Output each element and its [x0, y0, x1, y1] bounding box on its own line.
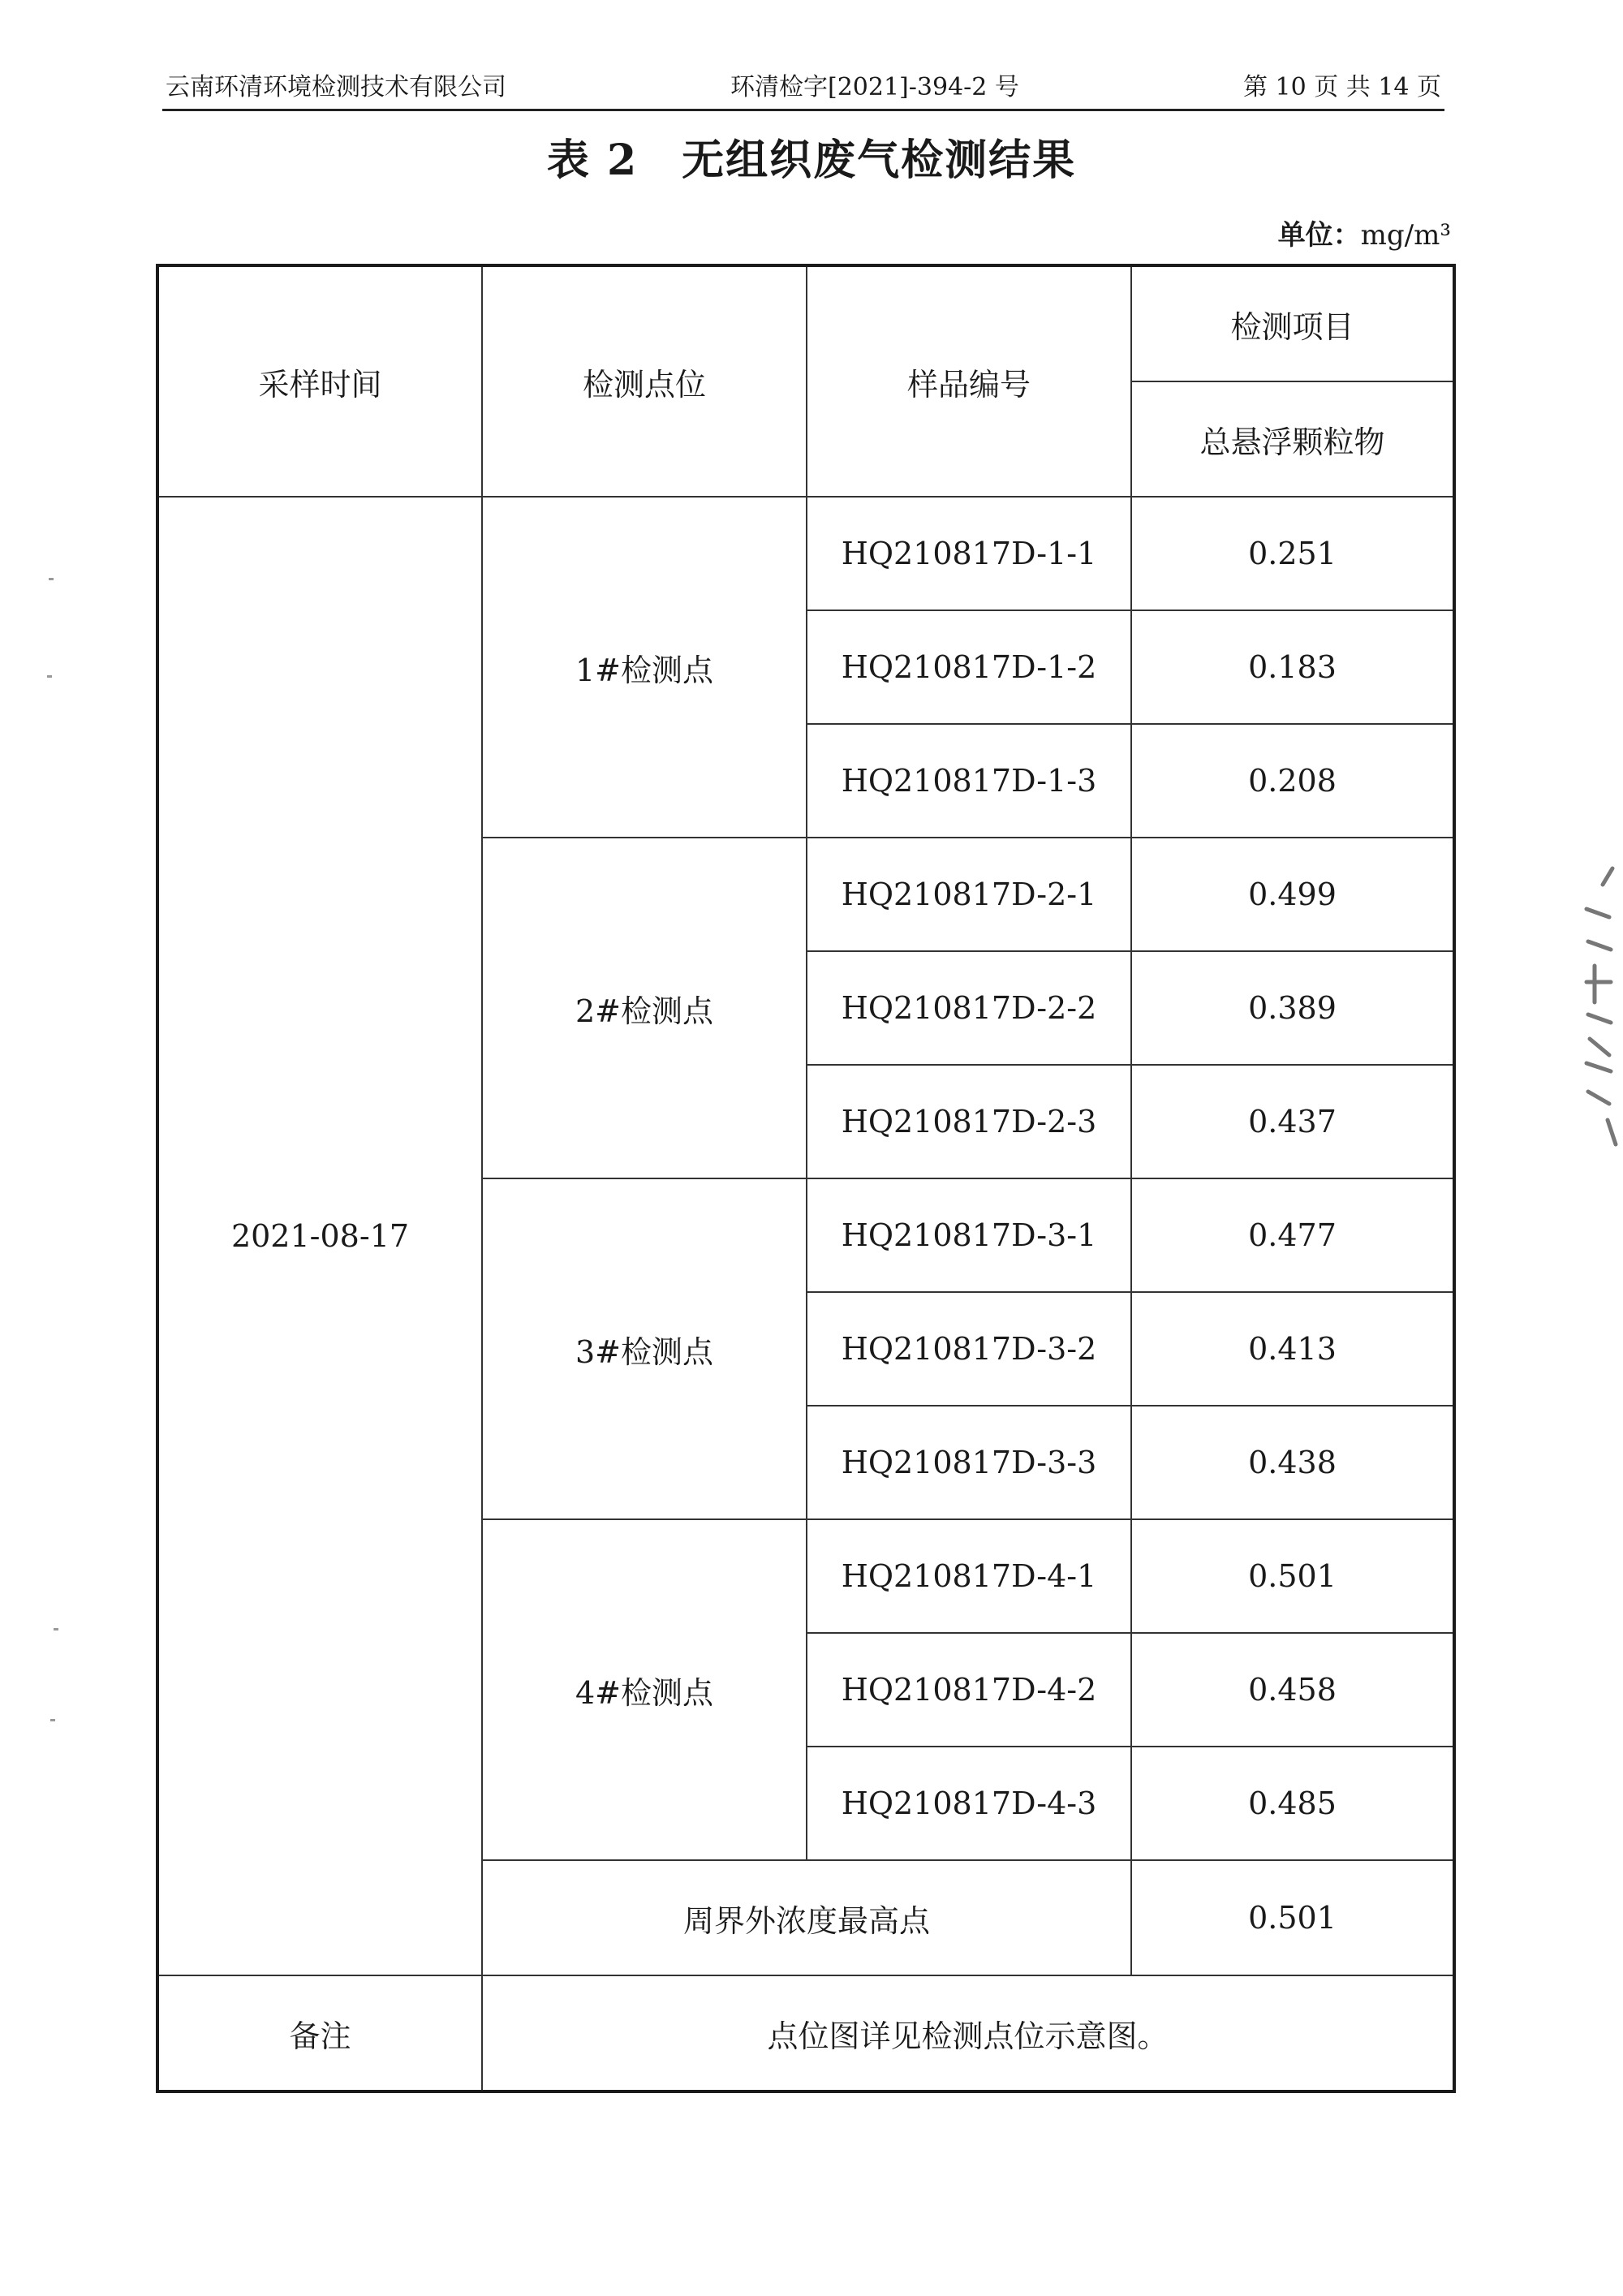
value-cell: 0.499: [1131, 838, 1454, 951]
remark-text: 点位图详见检测点位示意图。: [482, 1975, 1454, 2091]
value-cell: 0.413: [1131, 1292, 1454, 1406]
sample-id-cell: HQ210817D-3-3: [807, 1406, 1131, 1519]
sample-id-cell: HQ210817D-4-1: [807, 1519, 1131, 1633]
max-value: 0.501: [1131, 1860, 1454, 1975]
table-title: 表 2 无组织废气检测结果: [546, 136, 1077, 185]
location-cell: 2#检测点: [482, 838, 807, 1178]
sampling-date: 2021-08-17: [157, 497, 482, 1975]
scan-speck: [47, 675, 52, 678]
value-cell: 0.458: [1131, 1633, 1454, 1747]
sample-id-cell: HQ210817D-1-1: [807, 497, 1131, 610]
header-sample-id: 样品编号: [807, 265, 1131, 497]
max-label: 周界外浓度最高点: [482, 1860, 1131, 1975]
remark-label: 备注: [157, 1975, 482, 2091]
header-item-group: 检测项目: [1131, 265, 1454, 381]
value-cell: 0.437: [1131, 1065, 1454, 1178]
sample-id-cell: HQ210817D-3-2: [807, 1292, 1131, 1406]
value-cell: 0.501: [1131, 1519, 1454, 1633]
unit-value: mg/m³: [1360, 219, 1451, 252]
location-cell: 1#检测点: [482, 497, 807, 838]
value-cell: 0.208: [1131, 724, 1454, 838]
value-cell: 0.251: [1131, 497, 1454, 610]
sample-id-cell: HQ210817D-4-3: [807, 1747, 1131, 1860]
report-number: 环清检字[2021]-394-2 号: [730, 73, 1019, 101]
location-cell: 4#检测点: [482, 1519, 807, 1860]
sample-id-cell: HQ210817D-2-1: [807, 838, 1131, 951]
seal-stamp-icon: [1570, 860, 1619, 1152]
value-cell: 0.438: [1131, 1406, 1454, 1519]
header-time: 采样时间: [157, 265, 482, 497]
sample-id-cell: HQ210817D-3-1: [807, 1178, 1131, 1292]
page-info: 第 10 页 共 14 页: [1242, 73, 1441, 101]
remark-row: [157, 1975, 1454, 2091]
sample-id-cell: HQ210817D-2-3: [807, 1065, 1131, 1178]
header-row: [157, 265, 1454, 381]
header-item: 总悬浮颗粒物: [1131, 381, 1454, 497]
header-location: 检测点位: [482, 265, 807, 497]
scan-speck: [54, 1628, 58, 1630]
sample-id-cell: HQ210817D-1-2: [807, 610, 1131, 724]
unit-prefix: 单位：: [1277, 219, 1361, 252]
seal-stamp-fragment: [1570, 860, 1619, 1152]
value-cell: 0.183: [1131, 610, 1454, 724]
location-cell: 3#检测点: [482, 1178, 807, 1519]
sample-id-cell: HQ210817D-1-3: [807, 724, 1131, 838]
unit-label: [1278, 213, 1451, 252]
table-row: [157, 497, 1454, 610]
sample-id-cell: HQ210817D-2-2: [807, 951, 1131, 1065]
value-cell: 0.485: [1131, 1747, 1454, 1860]
value-cell: 0.477: [1131, 1178, 1454, 1292]
company-name: 云南环清环境检测技术有限公司: [166, 73, 506, 101]
sample-id-cell: HQ210817D-4-2: [807, 1633, 1131, 1747]
page-header: [162, 68, 1444, 111]
scan-speck: [50, 1719, 55, 1721]
value-cell: 0.389: [1131, 951, 1454, 1065]
results-table: [156, 264, 1456, 2093]
scan-speck: [49, 578, 54, 580]
